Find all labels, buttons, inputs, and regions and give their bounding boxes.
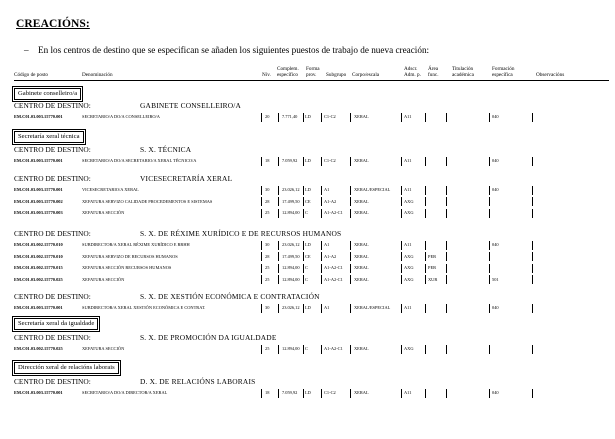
cell-divider [321,275,322,284]
cell-divider [532,345,533,354]
cell-divider [350,197,351,206]
position-denomination: SECRETARIO/A DO/A SECRETARIO/A XERAL TÉCNICO/A [82,158,197,163]
cell-divider [532,275,533,284]
section-box: Gabinete conselleiro/a [14,88,81,100]
cell-divider [425,113,426,122]
cell-divider [350,345,351,354]
cell-divider [532,252,533,261]
cell-divider [401,264,402,273]
cell-divider [321,304,322,313]
cell-divider [261,264,262,273]
position-subgrupo: A1 [324,187,330,192]
position-nivel: 18 [265,158,270,163]
cell-divider [350,389,351,398]
position-code: EM.C01.03.003.15770.002 [14,198,63,204]
cell-divider [425,157,426,166]
cell-divider [321,186,322,195]
position-complemento: 12.894,00 [282,276,300,282]
center-name: GABINETE CONSELLEIRO/A [140,101,242,110]
intro-text: En los centros de destino que se especifican se añaden los siguientes puestos de trabajo de nueva creación: [38,45,430,55]
col-header-area: Área func. [428,66,439,78]
cell-divider [401,304,402,313]
position-code: EM.C01.03.003.15770.001 [14,187,63,192]
col-header-denominacion: Denominación [82,72,113,78]
cell-divider [278,241,279,250]
position-formacion: 040 [492,187,499,192]
cell-divider [489,275,490,284]
position-complemento: 12.894,00 [282,210,300,216]
position-subgrupo: C1-C2 [324,390,336,395]
position-code: EM.C01.03.003.15770.001 [14,114,63,119]
col-header-complemento: Complem. específico [277,66,299,78]
position-subgrupo: A1-A2 [324,198,337,204]
position-area: PER [428,265,437,271]
position-denomination: XEFATURA SECCIÓN [82,346,125,351]
cell-divider [489,197,490,206]
position-code: EM.C01.03.002.15770.010 [14,253,63,259]
center-label: CENTRO DE DESTINO: [14,377,91,386]
position-denomination: SECRETARIO/A DO/A CONSELLEIRO/A [82,114,160,119]
position-forma: CE [305,253,311,259]
position-forma: LD [305,305,311,310]
cell-divider [321,345,322,354]
cell-divider [401,197,402,206]
cell-divider [261,113,262,122]
position-subgrupo: A1-A2-C1 [324,346,343,351]
cell-divider [446,241,447,250]
position-nivel: 30 [265,305,270,310]
cell-divider [532,113,533,122]
position-formacion: 040 [492,390,499,395]
cell-divider [401,389,402,398]
position-corpo: XERAL [354,158,369,163]
position-corpo: XERAL [354,265,369,271]
position-subgrupo: A1-A2-C1 [324,265,343,271]
col-header-adscr: Adscr. Adm. p. [404,66,421,78]
cell-divider [489,209,490,218]
col-header-nivel: Nív. [262,72,271,78]
cell-divider [446,275,447,284]
position-area: XUR [428,276,438,282]
cell-divider [489,389,490,398]
position-complemento: 23.026,12 [282,305,300,310]
position-adscricion: AXG [404,210,414,216]
cell-divider [425,241,426,250]
position-adscricion: AXG [404,198,414,204]
position-forma: C [305,276,308,282]
position-corpo: XERAL/ESPECIAL [354,305,391,310]
position-nivel: 20 [265,114,270,119]
cell-divider [261,304,262,313]
cell-divider [303,157,304,166]
cell-divider [261,389,262,398]
position-formacion: 040 [492,158,499,163]
position-adscricion: AXG [404,346,414,351]
position-denomination: SUBDIRECTOR/A XERAL XESTIÓN ECONÓMICA E CONTRAT. [82,305,206,310]
cell-divider [321,113,322,122]
intro-dash: – [24,45,29,55]
cell-divider [532,304,533,313]
center-name: S. X. DE RÉXIME XURÍDICO E DE RECURSOS HUMANOS [140,229,342,238]
position-complemento: 7.059,92 [282,390,298,395]
position-nivel: 25 [265,210,270,216]
cell-divider [425,252,426,261]
cell-divider [446,252,447,261]
center-name: D. X. DE RELACIÓNS LABORAIS [140,377,256,386]
cell-divider [303,197,304,206]
cell-divider [278,209,279,218]
position-nivel: 30 [265,242,270,247]
cell-divider [278,252,279,261]
position-code: EM.C01.03.002.15770.025 [14,346,63,351]
cell-divider [425,186,426,195]
position-forma: C [305,265,308,271]
position-adscricion: A11 [404,158,412,163]
cell-divider [532,186,533,195]
cell-divider [489,157,490,166]
cell-divider [401,113,402,122]
position-corpo: XERAL [354,276,369,282]
cell-divider [489,264,490,273]
position-complemento: 7.059,92 [282,158,298,163]
cell-divider [303,304,304,313]
center-name: VICESECRETARÍA XERAL [140,174,233,183]
center-name: S. X. DE PROMOCIÓN DA IGUALDADE [140,333,277,342]
position-denomination: XEFATURA SECCIÓN [82,276,125,282]
col-header-corpo: Corpo/escala [352,72,380,78]
cell-divider [425,304,426,313]
position-adscricion: AXG [404,276,414,282]
cell-divider [350,252,351,261]
position-complemento: 23.026,12 [282,187,300,192]
cell-divider [321,241,322,250]
cell-divider [303,345,304,354]
position-code: EM.C01.03.003.15770.003 [14,210,63,216]
cell-divider [261,241,262,250]
cell-divider [278,345,279,354]
position-complemento: 17.499,50 [282,253,300,259]
cell-divider [425,389,426,398]
position-adscricion: A11 [404,390,412,395]
position-denomination: XEFATURA SECCIÓN [82,210,125,216]
cell-divider [261,275,262,284]
position-adscricion: A11 [404,242,412,247]
position-corpo: XERAL [354,210,369,216]
position-adscricion: AXG [404,265,414,271]
position-subgrupo: A1 [324,242,330,247]
position-forma: LD [305,187,311,192]
position-corpo: XERAL/ESPECIAL [354,187,391,192]
cell-divider [446,186,447,195]
cell-divider [261,186,262,195]
cell-divider [401,241,402,250]
section-box: Secretaría xeral técnica [14,131,84,143]
position-adscricion: A11 [404,114,412,119]
position-complemento: 12.894,00 [282,265,300,271]
cell-divider [532,157,533,166]
section-box: Dirección xeral de relacións laborais [14,362,119,374]
center-label: CENTRO DE DESTINO: [14,292,91,301]
cell-divider [303,252,304,261]
position-subgrupo: A1 [324,305,330,310]
cell-divider [532,264,533,273]
col-header-forma: Forma prov. [306,66,320,78]
cell-divider [303,275,304,284]
center-name: S. X. DE XESTIÓN ECONÓMICA E CONTRATACIÓN [140,292,320,301]
position-area: PER [428,253,437,259]
cell-divider [261,197,262,206]
position-forma: CE [305,198,311,204]
position-forma: LD [305,390,311,395]
position-formacion: 040 [492,305,499,310]
cell-divider [321,209,322,218]
position-adscricion: A11 [404,187,412,192]
position-forma: LD [305,158,311,163]
center-label: CENTRO DE DESTINO: [14,333,91,342]
cell-divider [278,275,279,284]
position-corpo: XERAL [354,253,369,259]
cell-divider [446,209,447,218]
position-code: EM.C01.03.003.15770.001 [14,305,63,310]
col-header-codigo: Código de posto [14,72,49,78]
cell-divider [321,252,322,261]
cell-divider [261,345,262,354]
position-nivel: 18 [265,390,270,395]
cell-divider [489,252,490,261]
position-code: EM.C01.03.002.15770.010 [14,242,63,247]
center-label: CENTRO DE DESTINO: [14,101,91,110]
center-label: CENTRO DE DESTINO: [14,145,91,154]
position-complemento: 17.499,50 [282,198,300,204]
cell-divider [261,209,262,218]
position-corpo: XERAL [354,390,369,395]
cell-divider [261,157,262,166]
position-complemento: 7.771,40 [282,114,298,119]
cell-divider [303,264,304,273]
position-nivel: 30 [265,187,270,192]
position-nivel: 25 [265,346,270,351]
col-header-subgrupo: Subgrupo [326,72,347,78]
cell-divider [401,157,402,166]
position-nivel: 25 [265,265,270,271]
cell-divider [446,113,447,122]
cell-divider [425,264,426,273]
position-subgrupo: C1-C2 [324,114,336,119]
cell-divider [489,241,490,250]
position-forma: LD [305,114,311,119]
cell-divider [446,197,447,206]
cell-divider [350,209,351,218]
center-label: CENTRO DE DESTINO: [14,174,91,183]
cell-divider [446,264,447,273]
position-adscricion: A11 [404,305,412,310]
cell-divider [303,389,304,398]
position-code: EM.C01.03.002.15770.015 [14,265,63,271]
position-adscricion: AXG [404,253,414,259]
cell-divider [350,241,351,250]
section-box: Secretaría xeral da igualdade [14,318,98,330]
position-complemento: 12.894,00 [282,346,300,351]
cell-divider [278,113,279,122]
cell-divider [489,186,490,195]
cell-divider [401,252,402,261]
page-title: CREACIÓNS: [16,18,90,30]
cell-divider [350,275,351,284]
position-formacion: 501 [492,276,499,282]
cell-divider [425,209,426,218]
cell-divider [446,304,447,313]
position-denomination: SECRETARIO/A DO/A DIRECTOR/A XERAL [82,390,168,395]
position-code: EM.C01.03.003.15770.001 [14,158,63,163]
cell-divider [350,186,351,195]
cell-divider [321,157,322,166]
cell-divider [303,209,304,218]
position-corpo: XERAL [354,346,369,351]
cell-divider [278,304,279,313]
position-formacion: 040 [492,114,499,119]
cell-divider [425,197,426,206]
cell-divider [303,113,304,122]
cell-divider [278,186,279,195]
cell-divider [401,209,402,218]
cell-divider [446,389,447,398]
position-denomination: XEFATURA SECCIÓN RECURSOS HUMANOS [82,265,172,271]
cell-divider [321,197,322,206]
cell-divider [350,113,351,122]
position-corpo: XERAL [354,198,369,204]
cell-divider [321,389,322,398]
col-header-observacions: Observacións [536,72,565,78]
position-code: EM.C01.03.002.15770.025 [14,276,63,282]
cell-divider [401,275,402,284]
cell-divider [401,186,402,195]
cell-divider [278,389,279,398]
position-subgrupo: A1-A2 [324,253,337,259]
position-forma: LD [305,242,311,247]
position-denomination: VICESECRETARIO/A XERAL [82,187,139,192]
cell-divider [425,345,426,354]
center-label: CENTRO DE DESTINO: [14,229,91,238]
position-denomination: XEFATURA SERVIZO DE RECURSOS HUMANOS [82,253,178,259]
cell-divider [350,264,351,273]
cell-divider [278,157,279,166]
cell-divider [446,157,447,166]
position-code: EM.C01.03.003.15770.001 [14,390,63,395]
position-forma: C [305,210,308,216]
center-name: S. X. TÉCNICA [140,145,192,154]
cell-divider [425,275,426,284]
position-corpo: XERAL [354,242,369,247]
cell-divider [532,241,533,250]
position-complemento: 23.026,12 [282,242,300,247]
cell-divider [350,157,351,166]
cell-divider [532,389,533,398]
position-denomination: SUBDIRECTOR/A XERAL RÉXIME XURÍDICO E RRHH [82,242,190,247]
cell-divider [489,345,490,354]
cell-divider [303,241,304,250]
position-subgrupo: C1-C2 [324,158,336,163]
cell-divider [401,345,402,354]
cell-divider [278,264,279,273]
cell-divider [489,304,490,313]
cell-divider [261,252,262,261]
position-subgrupo: A1-A2-C1 [324,276,343,282]
position-forma: C [305,346,308,351]
intro-paragraph [24,45,429,55]
cell-divider [350,304,351,313]
col-header-formacion: Formación específica [492,66,515,78]
cell-divider [278,197,279,206]
cell-divider [532,209,533,218]
cell-divider [303,186,304,195]
position-formacion: 040 [492,242,499,247]
header-divider [14,80,609,81]
position-nivel: 28 [265,198,270,204]
cell-divider [321,264,322,273]
position-corpo: XERAL [354,114,369,119]
cell-divider [532,197,533,206]
col-header-titulacion: Titulación académica [452,66,474,78]
cell-divider [489,113,490,122]
position-nivel: 25 [265,276,270,282]
position-nivel: 28 [265,253,270,259]
position-denomination: XEFATURA SERVIZO CALIDADE PROCEDEMENTOS E SISTEMAS [82,198,213,204]
cell-divider [446,345,447,354]
position-subgrupo: A1-A2-C1 [324,210,343,216]
